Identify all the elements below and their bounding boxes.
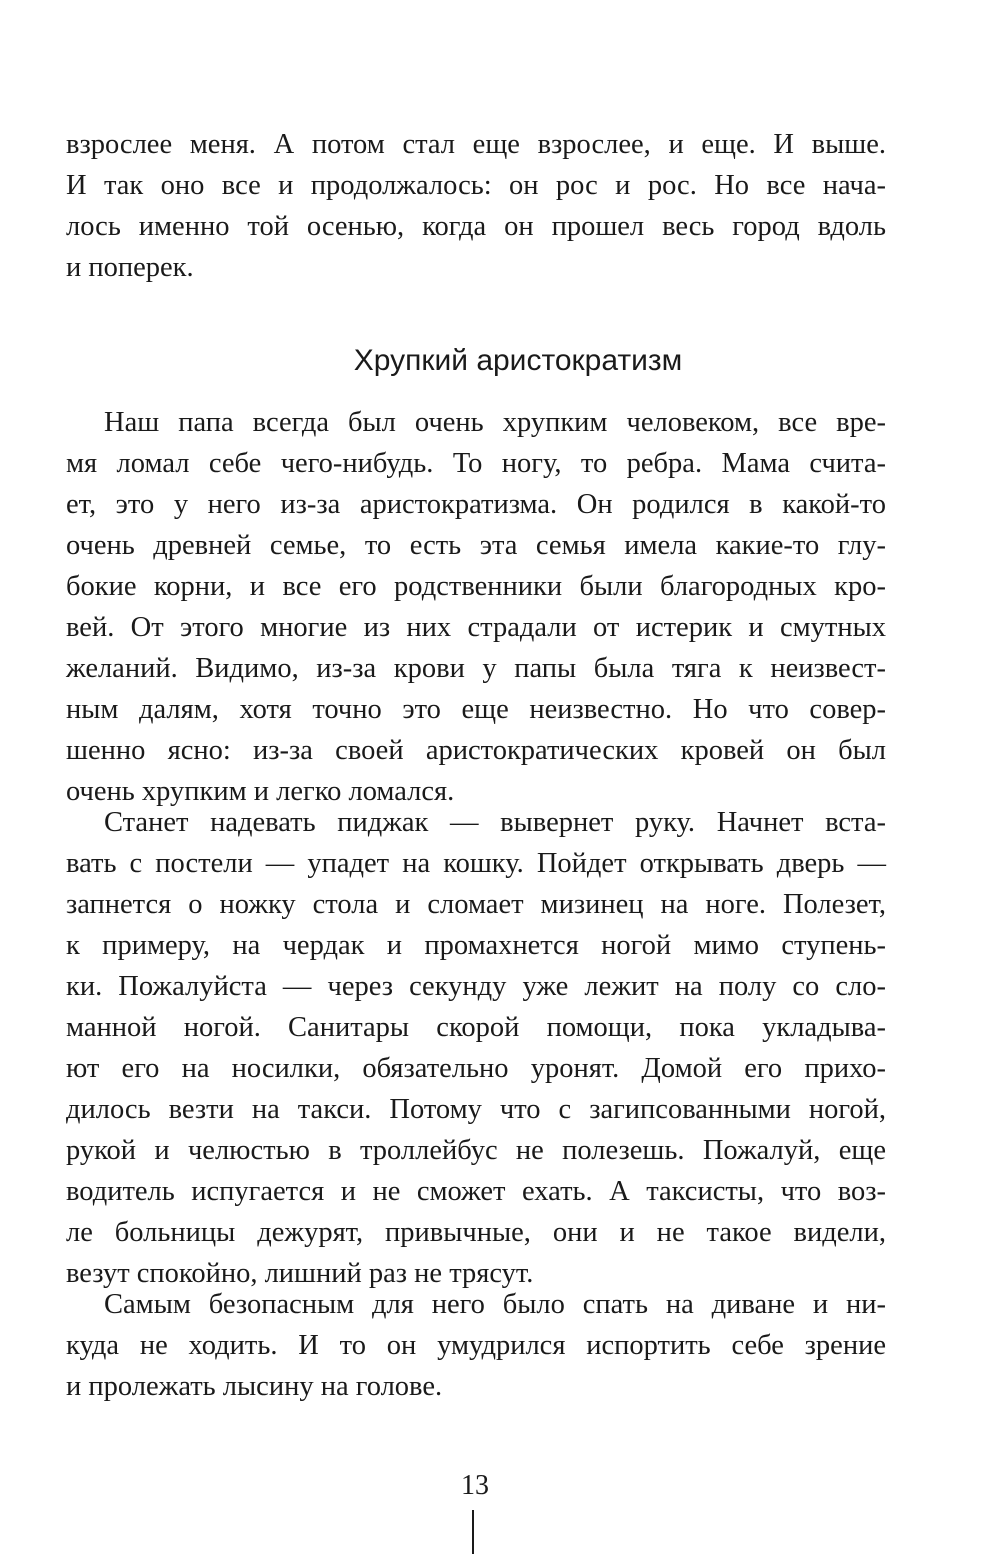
text-line: ки. Пожалуйста — через секунду уже лежит на полу со сло- — [66, 971, 886, 1002]
text-line: лось именно той осенью, когда он прошел весь город вдоль — [66, 211, 886, 242]
text-line: водитель испугается и не сможет ехать. А таксисты, что воз- — [66, 1176, 886, 1207]
paragraph-3 — [66, 1284, 886, 1407]
text-line: и поперек. — [66, 252, 194, 283]
section-heading: Хрупкий аристократизм — [353, 344, 683, 377]
intro-paragraph — [66, 124, 886, 288]
text-line: ет, это у него из-за аристократизма. Он родился в какой-то — [66, 489, 886, 520]
text-line: манной ногой. Санитары скорой помощи, пока укладыва- — [66, 1012, 886, 1043]
text-line: рукой и челюстью в троллейбус не полезешь. Пожалуй, еще — [66, 1135, 886, 1166]
paragraph-2 — [66, 802, 886, 1294]
text-line: Станет надевать пиджак — вывернет руку. Начнет вста- — [104, 807, 886, 838]
text-line: И так оно все и продолжалось: он рос и рос. Но все нача- — [66, 170, 886, 201]
text-line: вей. От этого многие из них страдали от истерик и смутных — [66, 612, 886, 643]
text-line: очень древней семье, то есть эта семья имела какие-то глу- — [66, 530, 886, 561]
text-line: очень хрупким и легко ломался. — [66, 776, 455, 807]
text-line: Наш папа всегда был очень хрупким человеком, все вре- — [104, 407, 886, 438]
text-line: ют его на носилки, обязательно уронят. Домой его прихо- — [66, 1053, 886, 1084]
text-line: дилось везти на такси. Потому что с загипсованными ногой, — [66, 1094, 886, 1125]
text-line: Самым безопасным для него было спать на диване и ни- — [104, 1289, 886, 1320]
text-line: бокие корни, и все его родственники были благородных кро- — [66, 571, 886, 602]
text-line: мя ломал себе чего-нибудь. То ногу, то ребра. Мама счита- — [66, 448, 886, 479]
page-rule-divider — [472, 1510, 474, 1554]
text-line: везут спокойно, лишний раз не трясут. — [66, 1258, 534, 1289]
text-line: желаний. Видимо, из-за крови у папы была тяга к неизвест- — [66, 653, 886, 684]
text-line: вать с постели — упадет на кошку. Пойдет открывать дверь — — [66, 848, 886, 879]
text-line: куда не ходить. И то он умудрился испортить себе зрение — [66, 1330, 886, 1361]
text-line: ле больницы дежурят, привычные, они и не такое видели, — [66, 1217, 886, 1248]
text-line: и пролежать лысину на голове. — [66, 1371, 443, 1402]
paragraph-1 — [66, 402, 886, 812]
text-line: к примеру, на чердак и промахнется ногой мимо ступень- — [66, 930, 886, 961]
text-line: взрослее меня. А потом стал еще взрослее, и еще. И выше. — [66, 129, 886, 160]
page-number: 13 — [461, 1470, 489, 1501]
text-line: запнется о ножку стола и сломает мизинец на ноге. Полезет, — [66, 889, 886, 920]
text-line: шенно ясно: из-за своей аристократических кровей он был — [66, 735, 886, 766]
text-line: ным далям, хотя точно это еще неизвестно. Но что совер- — [66, 694, 886, 725]
